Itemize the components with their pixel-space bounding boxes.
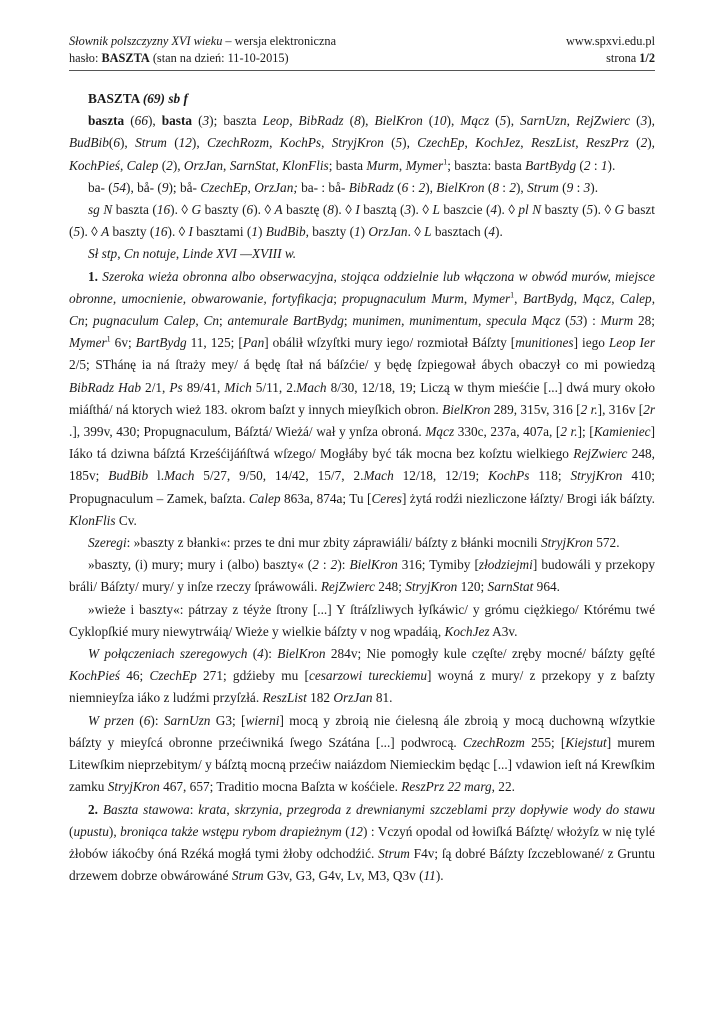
entry-forms: baszta (66), basta (3); baszta Leop, BibRadz (8), BielKron (10), Mącz (5), SarnUzn, RejZwierc (3), BudBib(6), Strum (12), CzechRozm, KochPs, StryjKron (5), CzechEp, KochJez, ReszList, ReszPrz (2), KochPieś, Calep (2), OrzJan, SarnStat, KlonFlis; basta Murm, Mymer$^1$; baszta: basta BartBydg (2 : 1).	[69, 113, 656, 173]
entry-body	[69, 88, 655, 887]
dictionary-title: Słownik polszczyzny XVI wieku – wersja elektroniczna	[69, 34, 337, 48]
meaning-2: 2. Baszta stawowa: krata, skrzynia, przegroda z drewnianymi szczeblami przy dopływie wody do stawu (upustu), broniąca także wstępu rybom drapieżnym (12) : Vczyń opodal od łowiſká Báſztę/ włożyſz w nię tylé żłobów iákoćby óná Rzéká mogłá tymi żłoby odchodźić. Strum F4v; ſą dobré Báſzty ſzczeblowané/ z Gruntu drzewem dobrze obwárowáné Strum G3v, G3, G4v, Lv, M3, Q3v (11).	[69, 801, 656, 884]
meaning-1: 1. Szeroka wieża obronna albo obserwacyjna, stojąca oddzielnie lub włączona w obwód murów, miejsce obronne, umocnienie, obwarowanie, fortyfikacja; propugnaculum Murm, Mymer$^1$, BartBydg, Mącz, Calep, Cn; pugnaculum Calep, Cn; antemurale BartBydg; munimen, munimentum, specula Mącz (53) : Murm 28; Mymer$^1$ 6v; BartBydg 11, 125; [Pan] obálił wſzyſtki mury iego/ rozmiotał Báſzty [munitiones] iego Leop Ier 2/5; SThánę ia ná ſtraży mey/ á będę ſtał ná báſzćie/ y będę ſzpiegował ábych obaczył co mi powiedzą BibRadz Hab 2/1, Ps 89/41, Mich 5/11, 2.Mach 8/30, 12/18, 19; Liczą w thym mieśćie [...] dwá mury około miáſthá/ ná ktorych wież 183. okrom baſzt y innych mieyſkich obron. BielKron 289, 315v, 316 [2 r.], 316v [2r .], 399v, 430; Propugnaculum, Báſztá/ Wieżá/ wał y ynſza obroná. Mącz 330c, 237a, 407a, [2 r.]; [Kamieniec] Iáko tá dziwna báſztá Krześćijáńſtwá wſzego/ Mogłáby być ták mocna bez koſztu wielkiego RejZwierc 248, 185v; BudBib l.Mach 5/27, 9/50, 14/42, 15/7, 2.Mach 12/18, 12/19; KochPs 118; StryjKron 410; Propugnaculum – Zamek, baſzta. Calep 863a, 874a; Tu [Ceres] żytá rodźi niezliczone łáſzty/ Brogi iák báſzty. KlonFlis Cv.	[69, 268, 656, 528]
header-row-1	[69, 33, 655, 50]
phrase-przen: W przen (6): SarnUzn G3; [wierni] mocą y zbroią nie ćielesną ále zbroią y mocą duchowną wſzytkie báſzty y mieyſcá obronne przećiwniká ſwego Szátána [...] podwrocą. CzechRozm 255; [Kiejstut] murem Litewſkim nieprzebitym/ y báſztą mocną przećiw naiázdom Niemieckim będąc [...] vdawion ieſt ná Krewſkim zamku StryjKron 467, 657; Traditio mocna Baſzta w kośćiele. ReszPrz 22 marg, 22.	[69, 712, 655, 795]
phrase-wieze-baszty: »wieże i baszty«: pátrzay z téyże ſtrony [...] Y ſtráſzliwych łyſkáwic/ y grómu ciężkiego/ Którému twé Cyklopſkié mury niewytrwáią/ Wieże y wielkie báſzty v nog wpadáią, KochJez A3v.	[69, 601, 655, 639]
page-number: strona 1/2	[606, 51, 655, 65]
site-url[interactable]: www.spxvi.edu.pl	[565, 34, 655, 48]
page-header	[69, 33, 655, 67]
entry-spelling: ba- (54), bå- (9); bå- CzechEp, OrzJan; ba- : bå- BibRadz (6 : 2), BielKron (8 : 2), Strum (9 : 3).	[88, 179, 599, 195]
entry-inflection: sg N baszta (16). ◊ G baszty (6). ◊ A basztę (8). ◊ I basztą (3). ◊ L baszcie (4). ◊ pl N baszty (5). ◊ G baszt (5). ◊ A baszty (16). ◊ I basztami (1) BudBib, baszty (1) OrzJan. ◊ L basztach (4).	[69, 202, 655, 240]
phrase-szeregi: Szeregi: »baszty z błanki«: przes te dni mur zbity záprawiáli/ báſzty z błánki mocnili StryjKron 572.	[88, 535, 620, 551]
phrase-polaczenia: W połączeniach szeregowych (4): BielKron 284v; Nie pomogły kule częſte/ zręby mocné/ báſzty gęſté KochPieś 46; CzechEp 271; gdźieby mu [cesarzowi tureckiemu] woyná z mury/ z przekopy y z baſzty niemnieyſza iáko z ludźmi przyſzłá. ReszList 182 OrzJan 81.	[69, 646, 656, 706]
entry-label: hasło: BASZTA (stan na dzień: 11-10-2015)	[69, 51, 289, 65]
phrase-baszty-mury: »baszty, (i) mury; mury i (albo) baszty« (2 : 2): BielKron 316; Tymiby [złodziejmi] budowáli y przekopy bráli/ Báſzty/ mury/ y inſze rzeczy ſpráwowáli. RejZwierc 248; StryjKron 120; SarnStat 964.	[69, 557, 656, 595]
entry-headword-line: BASZTA (69) sb f	[88, 91, 188, 106]
header-divider	[69, 70, 655, 71]
header-row-2	[69, 50, 655, 67]
entry-sources: Sł stp, Cn notuje, Linde XVI —XVIII w.	[88, 246, 297, 262]
